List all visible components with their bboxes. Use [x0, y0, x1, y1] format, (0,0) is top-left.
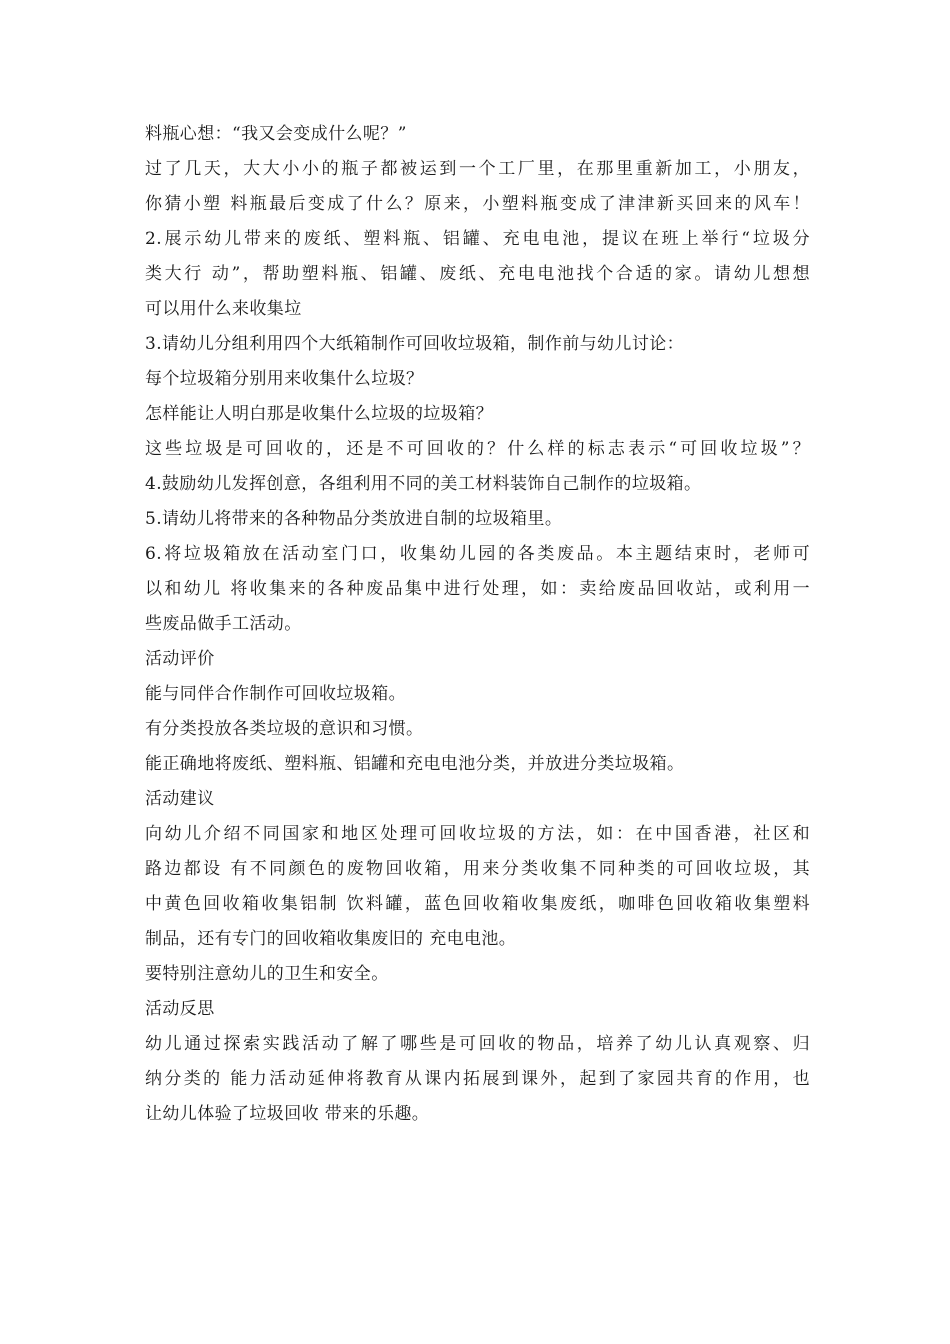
text-line-4: 2.展示幼儿带来的废纸、塑料瓶、铝罐、充电电池，提议在班上举行“垃圾分 [145, 229, 810, 249]
text-line-18: 有分类投放各类垃圾的意识和习惯。 [145, 719, 424, 739]
text-line-17: 能与同伴合作制作可回收垃圾箱。 [145, 684, 406, 704]
text-line-13: 6.将垃圾箱放在活动室门口，收集幼儿园的各类废品。本主题结束时，老师可 [145, 544, 810, 564]
document-page [145, 119, 810, 1134]
text-line-28: 纳分类的 能力活动延伸将教育从课内拓展到课外，起到了家园共育的作用，也 [145, 1069, 810, 1089]
section-heading-suggestions: 活动建议 [145, 789, 215, 809]
text-line-8: 每个垃圾箱分别用来收集什么垃圾？ [145, 369, 424, 389]
text-line-6: 可以用什么来收集垃 [145, 299, 302, 319]
text-line-24: 制品，还有专门的回收箱收集废旧的 充电电池。 [145, 929, 517, 949]
text-line-29: 让幼儿体验了垃圾回收 带来的乐趣。 [145, 1104, 430, 1124]
text-line-2: 过了几天，大大小小的瓶子都被运到一个工厂里，在那里重新加工，小朋友， [145, 159, 810, 179]
section-heading-reflection: 活动反思 [145, 999, 215, 1019]
text-line-15: 些废品做手工活动。 [145, 614, 302, 634]
text-line-23: 中黄色回收箱收集铝制 饮料罐，蓝色回收箱收集废纸，咖啡色回收箱收集塑料 [145, 894, 810, 914]
text-line-22: 路边都设 有不同颜色的废物回收箱，用来分类收集不同种类的可回收垃圾，其 [145, 859, 810, 879]
text-line-11: 4.鼓励幼儿发挥创意，各组利用不同的美工材料装饰自己制作的垃圾箱。 [145, 474, 702, 494]
text-line-19: 能正确地将废纸、塑料瓶、铝罐和充电电池分类，并放进分类垃圾箱。 [145, 754, 685, 774]
text-line-9: 怎样能让人明白那是收集什么垃圾的垃圾箱？ [145, 404, 493, 424]
text-line-27: 幼儿通过探索实践活动了解了哪些是可回收的物品，培养了幼儿认真观察、归 [145, 1034, 810, 1054]
text-line-3: 你猜小塑 料瓶最后变成了什么？原来，小塑料瓶变成了津津新买回来的风车！ [145, 194, 810, 214]
text-line-7: 3.请幼儿分组利用四个大纸箱制作可回收垃圾箱，制作前与幼儿讨论： [145, 334, 685, 354]
text-line-1: 料瓶心想：“我又会变成什么呢？” [145, 124, 407, 144]
text-line-5: 类大行 动”，帮助塑料瓶、铝罐、废纸、充电电池找个合适的家。请幼儿想想 [145, 264, 810, 284]
section-heading-evaluation: 活动评价 [145, 649, 215, 669]
text-line-14: 以和幼儿 将收集来的各种废品集中进行处理，如：卖给废品回收站，或利用一 [145, 579, 810, 599]
text-line-12: 5.请幼儿将带来的各种物品分类放进自制的垃圾箱里。 [145, 509, 563, 529]
text-line-10: 这些垃圾是可回收的，还是不可回收的？什么样的标志表示“可回收垃圾”？ [145, 439, 810, 459]
text-line-21: 向幼儿介绍不同国家和地区处理可回收垃圾的方法，如：在中国香港，社区和 [145, 824, 810, 844]
text-line-25: 要特别注意幼儿的卫生和安全。 [145, 964, 389, 984]
